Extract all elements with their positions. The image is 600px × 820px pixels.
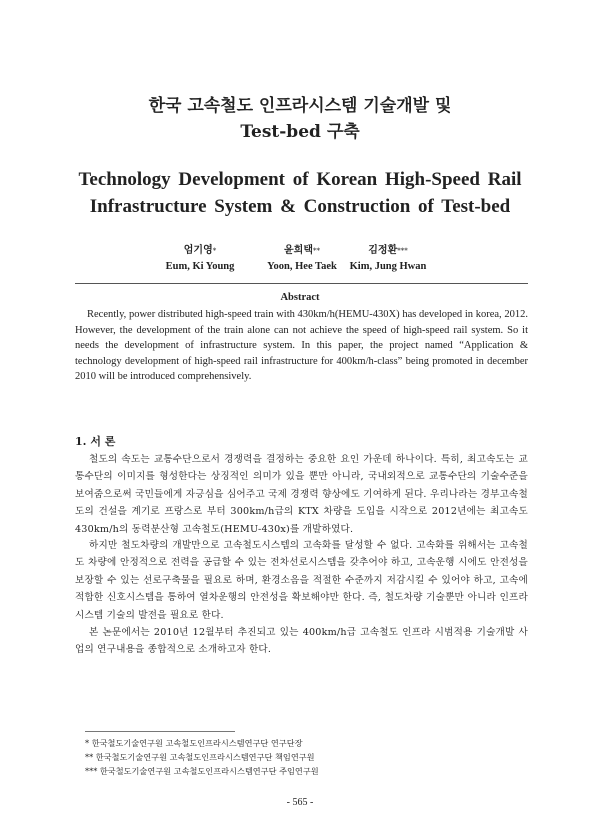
author-1-mark: * [212,247,217,255]
footnote-1: * 한국철도기술연구원 고속철도인프라시스템연구단 연구단장 [85,738,303,748]
footnote-3: *** 한국철도기술연구원 고속철도인프라시스템연구단 주임연구원 [85,766,319,776]
author-2-english-name: Yoon, Hee Taek [267,261,337,272]
body-paragraph-3: 본 논문에서는 2010년 12월부터 추진되고 있는 400km/h급 고속철도 인프라 시범적용 기술개발 사업의 연구내용을 종합적으로 소개하고자 한다. [75,627,528,656]
abstract-heading: Abstract [280,292,320,303]
author-1-korean-name: 엄기영 [183,245,213,256]
author-1-english-name: Eum, Ki Young [165,261,235,272]
author-2-korean-name: 윤희택 [284,245,313,256]
author-3-english-name: Kim, Jung Hwan [349,261,427,272]
page-number: - 565 - [286,797,314,808]
body-paragraph-2: 하지만 철도차량의 개발만으로 고속철도시스템의 고속화를 달성할 수 없다. 고속화를 위해서는 고속철도 차량에 안정적으로 전력을 공급할 수 있는 전차선로시스템을 갖추어야 하고, 고속운행 시에도 안전성을 보장할 수 있는 선로구축물을 필요로 하며, 환경소음을 적절한 수준까지 저감시킬 수 있어야 하고, 고속에 적합한 신호시스템을 통하여 열차운행의 안전성을 확보해야만 한다. 즉, 철도차량 기술뿐만 아니라 인프라시스템 기술의 발전을 필요로 한다. [75,540,528,621]
footnote-divider [85,731,235,732]
abstract-text: Recently, power distributed high-speed train with 430km/h(HEMU-430X) has developed in korea, 2012. However, the development of the train alone can not achieve the speed of high-speed rail system. So it needs the development of infrastructure system. In this paper, the project named “Application & technology development of high-speed rail infrastructure for 400km/h-class” being promoted in december 2010 will be introduced comprehensively. [75,309,528,382]
author-3-korean-name: 김정환 [368,245,398,256]
english-title-line-1: Technology Development of Korean High-Speed Rail [78,169,522,190]
korean-title-line-2: Test-bed 구축 [240,122,360,142]
english-title-line-2: Infrastructure System & Construction of Test-bed [89,196,511,217]
korean-title-line-1: 한국 고속철도 인프라시스템 기술개발 및 [148,96,452,116]
body-paragraph-1: 철도의 속도는 교통수단으로서 경쟁력을 결정하는 중요한 요인 가운데 하나이다. 특히, 최고속도는 교통수단의 이미지를 형성한다는 상징적인 의미가 있을 뿐만 아니라, 국내외적으로 교통수단의 기술수준을 보여줌으로써 국민들에게 자긍심을 심어주고 국제 경쟁력 향상에도 기여하게 된다. 우리나라는 경부고속철도의 건설을 계기로 프랑스로 부터 300km/h급의 KTX 차량을 도입을 시작으로 2012년에는 최고속도 430km/h의 동력분산형 고속철도(HEMU-430x)를 개발하였다. [75,454,528,535]
header-divider [75,283,528,284]
section-heading: 1. 서 론 [75,435,116,448]
author-3 [303,243,473,275]
footnote-2: ** 한국철도기술연구원 고속철도인프라시스템연구단 책임연구원 [85,752,315,762]
author-3-mark: *** [397,247,408,255]
author-2-mark: ** [312,247,320,255]
